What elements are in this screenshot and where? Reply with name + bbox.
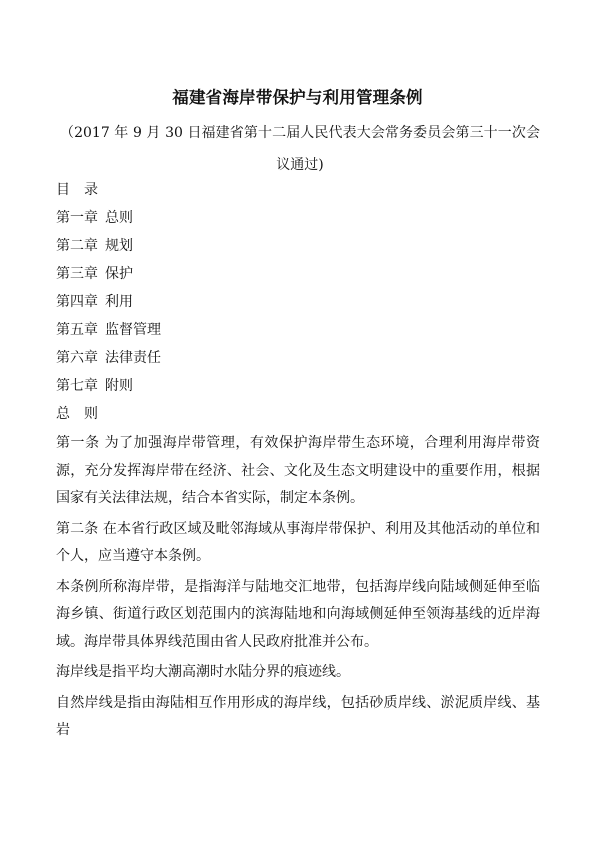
document-subtitle: （2017 年 9 月 30 日福建省第十二届人民代表大会常务委员会第三十一次会议通过): [60, 125, 540, 173]
toc-item-name: 监督管理: [105, 322, 161, 338]
toc-heading-char-1: 目: [56, 182, 70, 198]
toc-item-5[interactable]: [56, 316, 540, 344]
article-2: 第二条 在本省行政区域及毗邻海域从事海岸带保护、利用及其他活动的单位和个人，应当遵守本条例。: [56, 520, 540, 564]
article-1: 第一条 为了加强海岸带管理，有效保护海岸带生态环境，合理利用海岸带资源，充分发挥海岸带在经济、社会、文化及生态文明建设中的重要作用，根据国家有关法律法规，结合本省实际，制定本条例。: [56, 435, 540, 506]
article-2-paragraph-3: 海岸线是指平均大潮高潮时水陆分界的痕迹线。: [56, 664, 350, 680]
toc-heading: [56, 176, 540, 204]
toc-item-name: 法律责任: [105, 350, 161, 366]
article-2-paragraph-4: 自然岸线是指由海陆相互作用形成的海岸线，包括砂质岸线、淤泥质岸线、基岩: [56, 694, 540, 738]
toc-item-name: 保护: [105, 266, 133, 282]
toc-item-name: 附则: [105, 378, 133, 394]
chapter-heading-char-1: 总: [56, 406, 70, 422]
chapter-heading-char-2: 则: [84, 406, 98, 422]
toc-item-3[interactable]: [56, 260, 540, 288]
toc-item-number: 第六章: [56, 350, 98, 366]
toc-item-number: 第一章: [56, 210, 98, 226]
toc-item-1[interactable]: [56, 204, 540, 232]
toc-item-6[interactable]: [56, 344, 540, 372]
toc-item-number: 第四章: [56, 294, 98, 310]
toc-item-7[interactable]: [56, 372, 540, 400]
toc-item-number: 第七章: [56, 378, 98, 394]
toc-item-number: 第五章: [56, 322, 98, 338]
toc-item-name: 总则: [105, 210, 133, 226]
toc-item-number: 第二章: [56, 238, 98, 254]
toc-item-2[interactable]: [56, 232, 540, 260]
toc-heading-char-2: 录: [84, 182, 98, 198]
toc-item-name: 利用: [105, 294, 133, 310]
document-body: [56, 176, 540, 748]
article-2-paragraph-2: 本条例所称海岸带，是指海洋与陆地交汇地带，包括海岸线向陆域侧延伸至临海乡镇、街道行政区划范围内的滨海陆地和向海域侧延伸至领海基线的近岸海域。海岸带具体界线范围由省人民政府批准并公布。: [56, 578, 540, 650]
document-title: 福建省海岸带保护与利用管理条例: [172, 88, 423, 107]
chapter-heading: [56, 400, 540, 428]
toc-item-name: 规划: [105, 238, 133, 254]
toc-item-number: 第三章: [56, 266, 98, 282]
toc-item-4[interactable]: [56, 288, 540, 316]
